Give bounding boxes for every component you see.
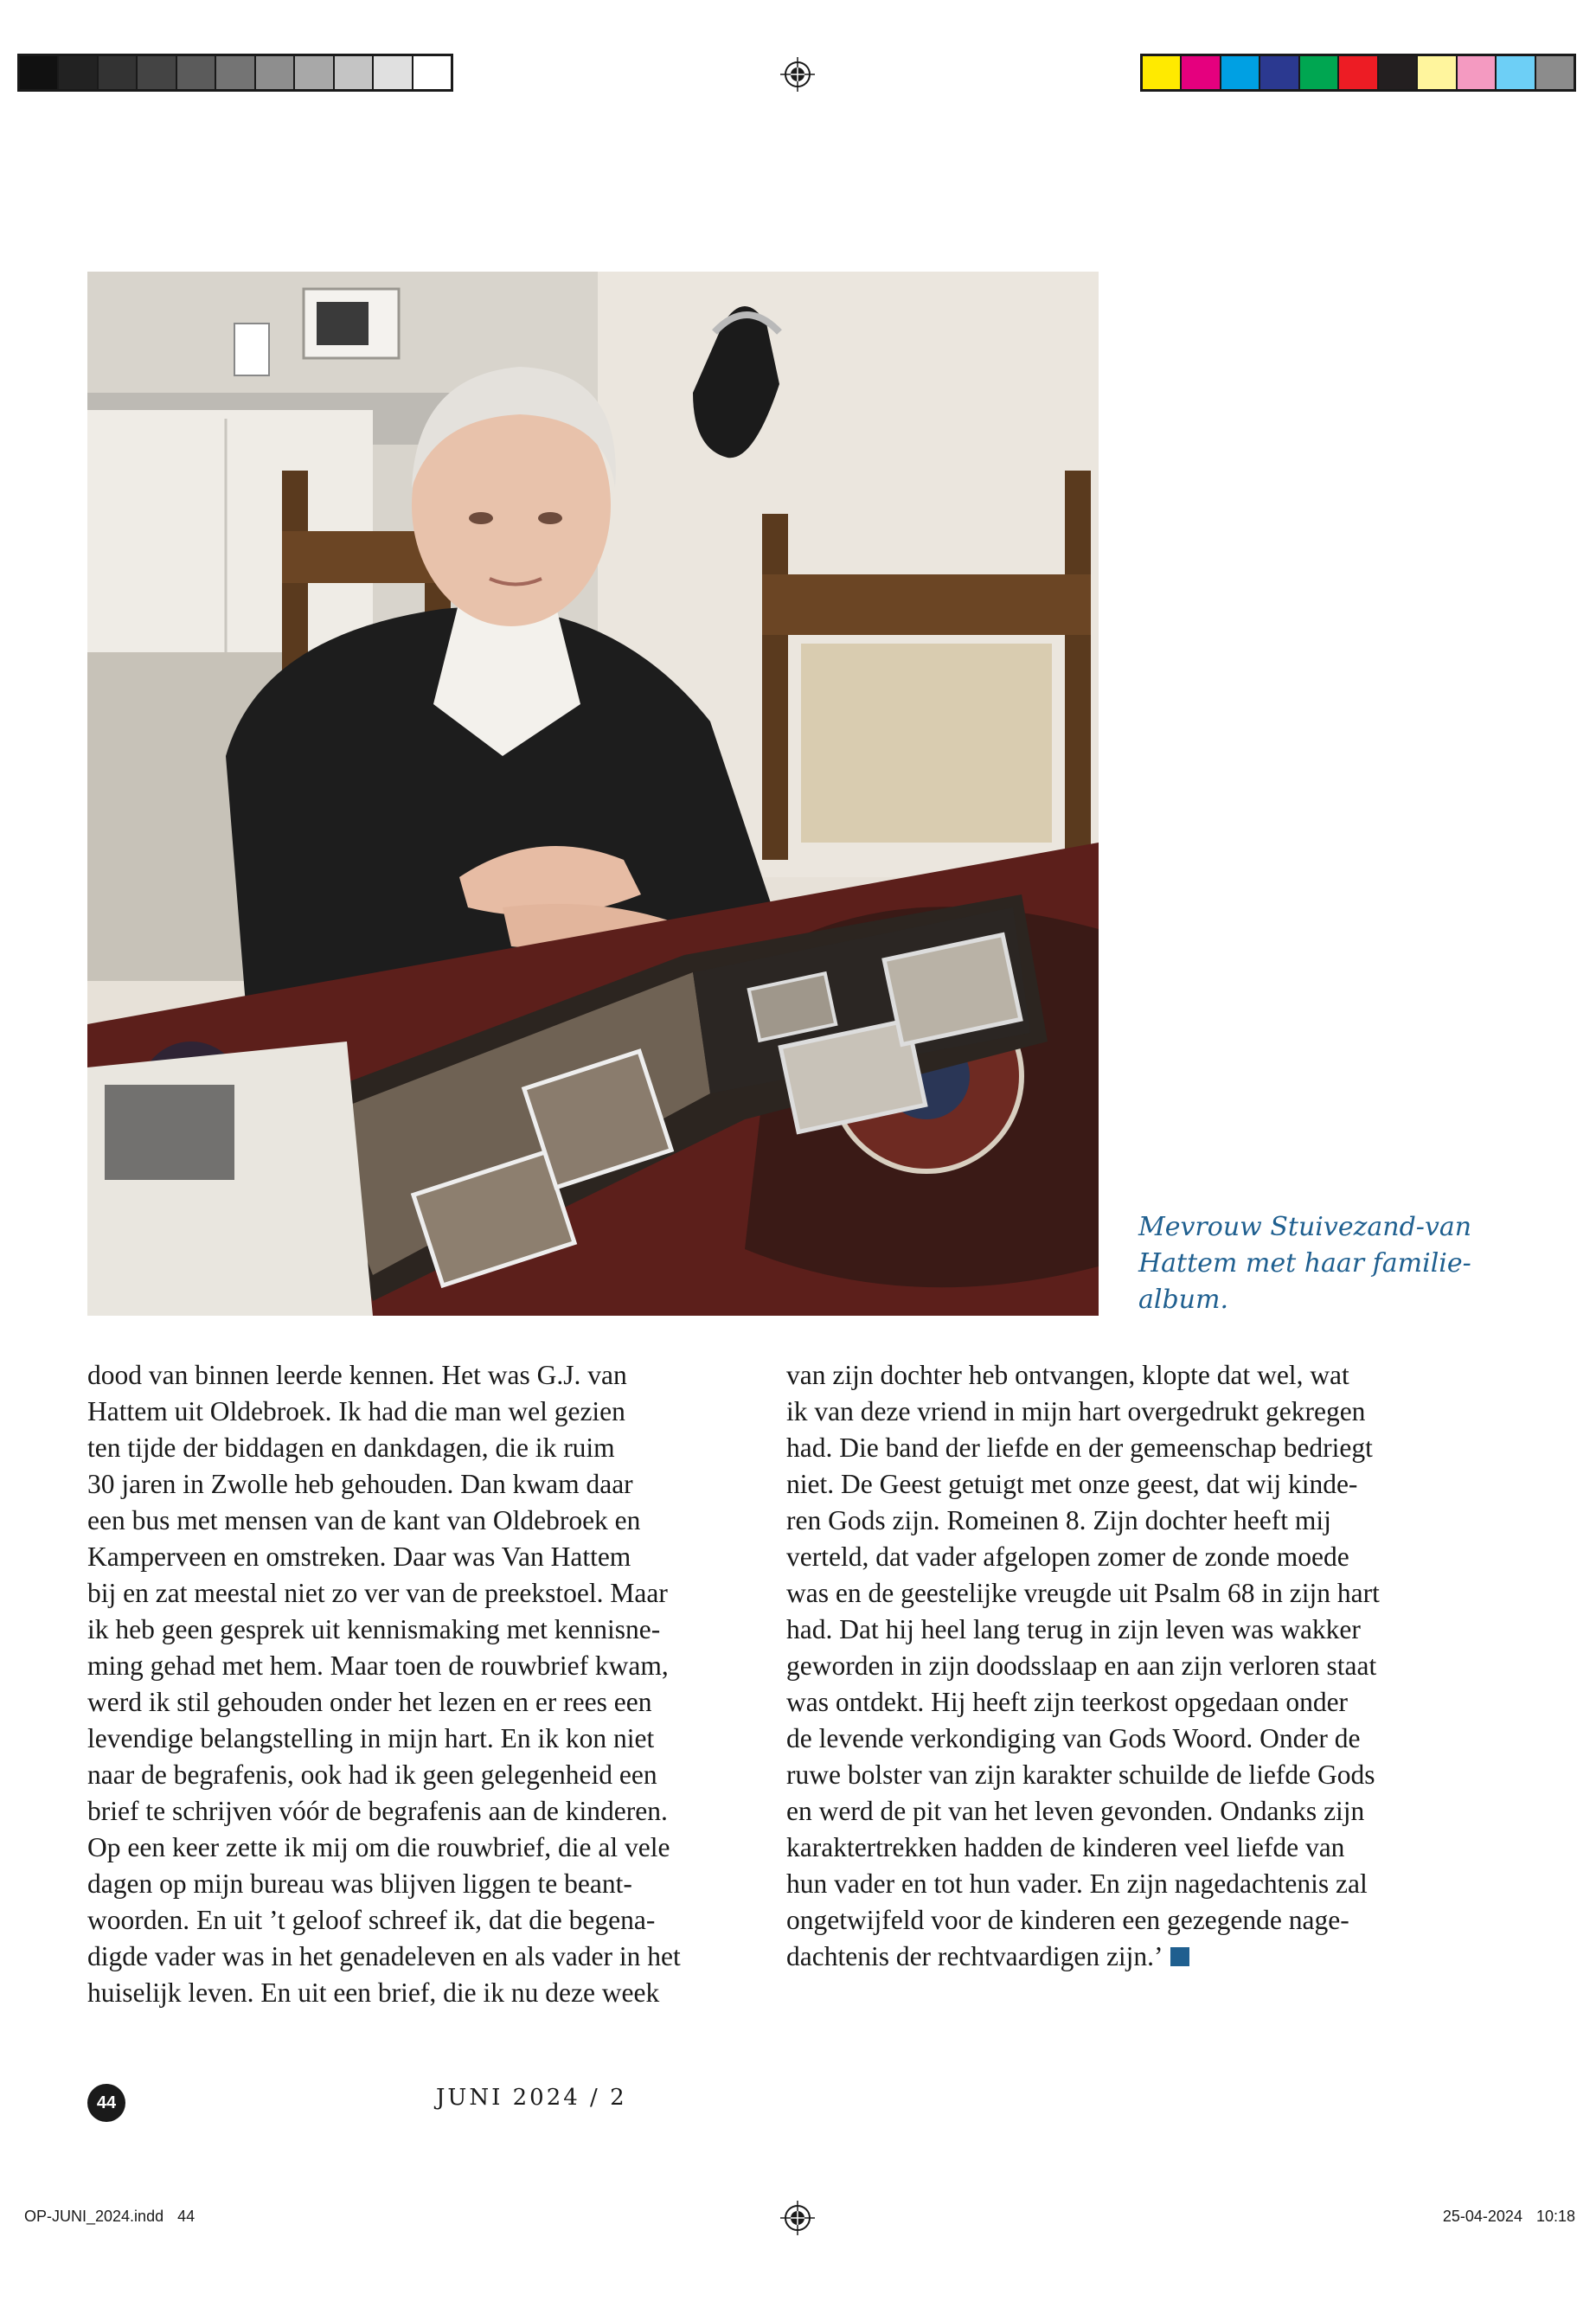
grayscale-swatch — [413, 56, 451, 89]
grayscale-swatch — [335, 56, 374, 89]
registration-mark-icon — [780, 57, 815, 92]
caption-line: Mevrouw Stuivezand-van — [1138, 1212, 1472, 1242]
process-color-swatch — [1182, 56, 1221, 89]
process-color-swatch — [1221, 56, 1260, 89]
text-line: en werd de pit van het leven gevonden. Ondanks zijn — [786, 1796, 1365, 1826]
article-column-left — [87, 1357, 753, 2011]
slug-file-info — [24, 2208, 195, 2226]
end-of-article-icon — [1170, 1947, 1189, 1966]
text-line: ongetwijfeld voor de kinderen een gezegende nage- — [786, 1905, 1349, 1935]
slug-time: 10:18 — [1535, 2208, 1575, 2225]
text-line: Hattem uit Oldebroek. Ik had die man wel gezien — [87, 1396, 625, 1426]
text-line: had. Dat hij heel lang terug in zijn leven was wakker — [786, 1614, 1361, 1644]
text-line: dagen op mijn bureau was blijven liggen te beant- — [87, 1868, 632, 1899]
grayscale-swatch — [20, 56, 59, 89]
text-line: brief te schrijven vóór de begrafenis aan de kinderen. — [87, 1796, 668, 1826]
process-color-swatch — [1300, 56, 1339, 89]
grayscale-swatch — [59, 56, 98, 89]
text-line: bij en zat meestal niet zo ver van de preekstoel. Maar — [87, 1578, 668, 1608]
text-line: had. Die band der liefde en der gemeenschap bedriegt — [786, 1433, 1373, 1463]
text-line: dood van binnen leerde kennen. Het was G.J. van — [87, 1360, 627, 1390]
text-line: 30 jaren in Zwolle heb gehouden. Dan kwam daar — [87, 1469, 633, 1499]
text-line: was ontdekt. Hij heeft zijn teerkost opgedaan onder — [786, 1687, 1349, 1717]
text-line: ik van deze vriend in mijn hart overgedrukt gekregen — [786, 1396, 1366, 1426]
process-color-swatch — [1379, 56, 1418, 89]
caption-line: album. — [1138, 1285, 1228, 1315]
text-line: woorden. En uit ’t geloof schreef ik, dat die begena- — [87, 1905, 656, 1935]
grayscale-swatch — [177, 56, 216, 89]
text-line-end: dachtenis der rechtvaardigen zijn.’ — [786, 1941, 1163, 1971]
process-color-swatch — [1497, 56, 1535, 89]
text-line: digde vader was in het genadeleven en als vader in het — [87, 1941, 681, 1971]
text-line: levendige belangstelling in mijn hart. En ik kon niet — [87, 1723, 655, 1753]
text-line: was en de geestelijke vreugde uit Psalm 68 in zijn hart — [786, 1578, 1380, 1608]
text-line: niet. De Geest getuigt met onze geest, dat wij kinde- — [786, 1469, 1358, 1499]
text-line: Op een keer zette ik mij om die rouwbrief, die al vele — [87, 1832, 670, 1862]
grayscale-swatch — [295, 56, 334, 89]
process-color-swatch — [1458, 56, 1497, 89]
process-color-swatch — [1536, 56, 1574, 89]
slug-page: 44 — [177, 2208, 195, 2225]
issue-label: JUNI 2024 / 2 — [436, 2085, 627, 2111]
text-line: ten tijde der biddagen en dankdagen, die ik ruim — [87, 1433, 615, 1463]
process-color-swatch — [1339, 56, 1378, 89]
text-line: ruwe bolster van zijn karakter schuilde de liefde Gods — [786, 1759, 1375, 1790]
process-color-swatch — [1260, 56, 1299, 89]
grayscale-swatch — [374, 56, 413, 89]
slug-date: 25-04-2024 — [1442, 2208, 1522, 2225]
family-album-photo — [87, 272, 1099, 1316]
registration-mark-icon — [780, 2201, 815, 2235]
text-line: ik heb geen gesprek uit kennismaking met kennisne- — [87, 1614, 661, 1644]
text-line: ren Gods zijn. Romeinen 8. Zijn dochter heeft mij — [786, 1505, 1331, 1535]
text-line: werd ik stil gehouden onder het lezen en er rees een — [87, 1687, 652, 1717]
text-line-final — [786, 1939, 1452, 1975]
text-line: hun vader en tot hun vader. En zijn nagedachtenis zal — [786, 1868, 1368, 1899]
process-color-swatch — [1418, 56, 1457, 89]
photo-caption — [1138, 1209, 1484, 1318]
text-line: naar de begrafenis, ook had ik geen gelegenheid een — [87, 1759, 657, 1790]
text-line: verteld, dat vader afgelopen zomer de zonde moede — [786, 1541, 1349, 1572]
page-number-badge: 44 — [87, 2084, 125, 2122]
grayscale-swatch — [256, 56, 295, 89]
slug-timestamp — [1443, 2208, 1575, 2226]
text-line: van zijn dochter heb ontvangen, klopte dat wel, wat — [786, 1360, 1349, 1390]
slug-filename: OP-JUNI_2024.indd — [24, 2208, 164, 2225]
photo-portrait-icon — [87, 272, 1099, 1316]
grayscale-color-bar — [17, 54, 453, 92]
process-color-swatch — [1143, 56, 1182, 89]
grayscale-swatch — [138, 56, 176, 89]
caption-line: Hattem met haar familie- — [1138, 1248, 1471, 1279]
text-line: een bus met mensen van de kant van Oldebroek en — [87, 1505, 641, 1535]
text-line: karaktertrekken hadden de kinderen veel liefde van — [786, 1832, 1345, 1862]
text-line: geworden in zijn doodsslaap en aan zijn verloren staat — [786, 1650, 1377, 1681]
process-color-bar — [1140, 54, 1576, 92]
text-line: ming gehad met hem. Maar toen de rouwbrief kwam, — [87, 1650, 669, 1681]
grayscale-swatch — [216, 56, 255, 89]
text-line: de levende verkondiging van Gods Woord. Onder de — [786, 1723, 1361, 1753]
text-line: Kamperveen en omstreken. Daar was Van Hattem — [87, 1541, 631, 1572]
text-line: huiselijk leven. En uit een brief, die ik nu deze week — [87, 1977, 660, 2008]
grayscale-swatch — [99, 56, 138, 89]
article-column-right — [786, 1357, 1452, 1975]
